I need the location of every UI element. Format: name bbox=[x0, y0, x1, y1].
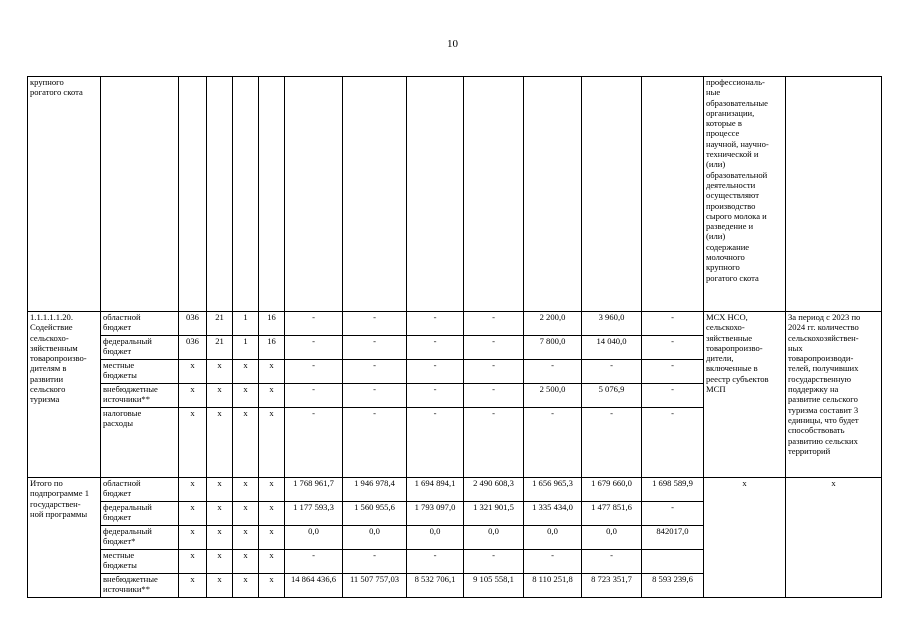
value-cell: 0,0 bbox=[407, 526, 464, 550]
code-cell: х bbox=[179, 478, 207, 502]
value-cell: - bbox=[343, 408, 407, 478]
value-cell: - bbox=[285, 360, 343, 384]
code-cell: х bbox=[179, 384, 207, 408]
executor-cell: профессиональ- ные образовательные организации, которые в процессе научной, научно- технической и (или) образовательной деятельности осуществляют производство сырого молока и разведение и (или) содержание молочного крупного рогатого скота bbox=[704, 77, 786, 312]
empty-cell bbox=[464, 77, 524, 312]
value-cell: 1 177 593,3 bbox=[285, 502, 343, 526]
value-cell: - bbox=[285, 336, 343, 360]
value-cell: - bbox=[343, 384, 407, 408]
measure-name-cell: крупного рогатого скота bbox=[28, 77, 101, 312]
code-cell: х bbox=[207, 574, 233, 598]
empty-cell bbox=[259, 77, 285, 312]
value-cell: 14 864 436,6 bbox=[285, 574, 343, 598]
value-cell: 3 960,0 bbox=[582, 312, 642, 336]
value-cell: - bbox=[407, 550, 464, 574]
funding-source-cell: областной бюджет bbox=[101, 478, 179, 502]
value-cell: - bbox=[642, 336, 704, 360]
code-cell: х bbox=[233, 408, 259, 478]
value-cell: 0,0 bbox=[582, 526, 642, 550]
value-cell: 1 694 894,1 bbox=[407, 478, 464, 502]
funding-source-cell: федеральный бюджет bbox=[101, 336, 179, 360]
empty-cell bbox=[524, 77, 582, 312]
value-cell: - bbox=[343, 336, 407, 360]
value-cell bbox=[642, 550, 704, 574]
value-cell: 0,0 bbox=[343, 526, 407, 550]
empty-cell bbox=[285, 77, 343, 312]
value-cell: - bbox=[524, 408, 582, 478]
value-cell: - bbox=[407, 384, 464, 408]
subprogram-table bbox=[27, 76, 882, 598]
value-cell: - bbox=[642, 384, 704, 408]
value-cell: - bbox=[582, 408, 642, 478]
funding-source-cell: внебюджетные источники** bbox=[101, 384, 179, 408]
value-cell: 1 335 434,0 bbox=[524, 502, 582, 526]
measure-result-cell: За период с 2023 по 2024 гг. количество сельскохозяйствен- ных товаропроизводи- телей, получивших государственную поддержку на развитие сельского туризма составит 3 единицы, что будет способствовать развитию сельских территорий bbox=[786, 312, 882, 478]
value-cell: - bbox=[642, 408, 704, 478]
value-cell: 1 679 660,0 bbox=[582, 478, 642, 502]
total-row bbox=[28, 478, 882, 502]
measure-row bbox=[28, 312, 882, 336]
value-cell: 1 698 589,9 bbox=[642, 478, 704, 502]
code-cell: х bbox=[233, 550, 259, 574]
value-cell: - bbox=[464, 312, 524, 336]
code-cell: х bbox=[179, 574, 207, 598]
total-name-cell: Итого по подпрограмме 1 государствен- ной программы bbox=[28, 478, 101, 598]
value-cell: 1 477 851,6 bbox=[582, 502, 642, 526]
code-cell: 1 bbox=[233, 336, 259, 360]
empty-cell bbox=[582, 77, 642, 312]
funding-source-cell: федеральный бюджет bbox=[101, 502, 179, 526]
code-cell: х bbox=[207, 478, 233, 502]
code-cell: 21 bbox=[207, 312, 233, 336]
table-row-continuation bbox=[28, 77, 882, 312]
value-cell: - bbox=[285, 312, 343, 336]
code-cell: х bbox=[207, 502, 233, 526]
value-cell: - bbox=[285, 384, 343, 408]
code-cell: х bbox=[233, 526, 259, 550]
code-cell: х bbox=[207, 360, 233, 384]
code-cell: х bbox=[259, 550, 285, 574]
code-cell: х bbox=[259, 384, 285, 408]
value-cell: 0,0 bbox=[285, 526, 343, 550]
code-cell: х bbox=[179, 408, 207, 478]
funding-source-cell: внебюджетные источники** bbox=[101, 574, 179, 598]
code-cell: 16 bbox=[259, 336, 285, 360]
result-cell bbox=[786, 77, 882, 312]
value-cell: - bbox=[464, 360, 524, 384]
funding-source-cell: областной бюджет bbox=[101, 312, 179, 336]
value-cell: 11 507 757,03 bbox=[343, 574, 407, 598]
value-cell: - bbox=[464, 408, 524, 478]
empty-cell bbox=[179, 77, 207, 312]
code-cell: х bbox=[233, 502, 259, 526]
value-cell: - bbox=[582, 360, 642, 384]
value-cell: 5 076,9 bbox=[582, 384, 642, 408]
value-cell: 7 800,0 bbox=[524, 336, 582, 360]
empty-cell bbox=[407, 77, 464, 312]
value-cell: 2 500,0 bbox=[524, 384, 582, 408]
code-cell: х bbox=[259, 502, 285, 526]
code-cell: х bbox=[207, 526, 233, 550]
code-cell: 036 bbox=[179, 336, 207, 360]
value-cell: 14 040,0 bbox=[582, 336, 642, 360]
code-cell: х bbox=[233, 384, 259, 408]
value-cell: - bbox=[407, 312, 464, 336]
code-cell: х bbox=[233, 574, 259, 598]
code-cell: х bbox=[259, 360, 285, 384]
measure-name-cell: 1.1.1.1.1.20. Содействие сельскохо- зяйственным товаропроизво- дителям в развитии сельского туризма bbox=[28, 312, 101, 478]
value-cell: - bbox=[582, 550, 642, 574]
value-cell: 0,0 bbox=[464, 526, 524, 550]
code-cell: 036 bbox=[179, 312, 207, 336]
value-cell: 0,0 bbox=[524, 526, 582, 550]
funding-source-cell: местные бюджеты bbox=[101, 360, 179, 384]
value-cell: - bbox=[343, 360, 407, 384]
value-cell: - bbox=[464, 336, 524, 360]
code-cell: х bbox=[179, 502, 207, 526]
value-cell: - bbox=[343, 550, 407, 574]
value-cell: 842017,0 bbox=[642, 526, 704, 550]
value-cell: - bbox=[464, 550, 524, 574]
code-cell: х bbox=[179, 550, 207, 574]
total-executor-cell: х bbox=[704, 478, 786, 598]
code-cell: х bbox=[179, 360, 207, 384]
value-cell: - bbox=[407, 360, 464, 384]
value-cell: 8 532 706,1 bbox=[407, 574, 464, 598]
code-cell: х bbox=[207, 550, 233, 574]
value-cell: 2 490 608,3 bbox=[464, 478, 524, 502]
code-cell: х bbox=[259, 574, 285, 598]
value-cell: 1 946 978,4 bbox=[343, 478, 407, 502]
value-cell: 8 723 351,7 bbox=[582, 574, 642, 598]
empty-cell bbox=[343, 77, 407, 312]
value-cell: 8 110 251,8 bbox=[524, 574, 582, 598]
page-number: 10 bbox=[447, 38, 458, 50]
value-cell: - bbox=[407, 408, 464, 478]
code-cell: х bbox=[233, 360, 259, 384]
value-cell: 2 200,0 bbox=[524, 312, 582, 336]
funding-source-cell: федеральный бюджет* bbox=[101, 526, 179, 550]
code-cell: х bbox=[259, 478, 285, 502]
value-cell: 1 321 901,5 bbox=[464, 502, 524, 526]
code-cell: х bbox=[259, 408, 285, 478]
funding-source-cell: местные бюджеты bbox=[101, 550, 179, 574]
empty-cell bbox=[642, 77, 704, 312]
value-cell: - bbox=[407, 336, 464, 360]
value-cell: 8 593 239,6 bbox=[642, 574, 704, 598]
value-cell: - bbox=[642, 360, 704, 384]
code-cell: х bbox=[233, 478, 259, 502]
value-cell: - bbox=[285, 550, 343, 574]
empty-cell bbox=[233, 77, 259, 312]
value-cell: 1 560 955,6 bbox=[343, 502, 407, 526]
value-cell: - bbox=[642, 502, 704, 526]
funding-source-cell: налоговые расходы bbox=[101, 408, 179, 478]
value-cell: - bbox=[642, 312, 704, 336]
total-result-cell: х bbox=[786, 478, 882, 598]
empty-cell bbox=[101, 77, 179, 312]
code-cell: 1 bbox=[233, 312, 259, 336]
code-cell: х bbox=[259, 526, 285, 550]
empty-cell bbox=[207, 77, 233, 312]
value-cell: - bbox=[464, 384, 524, 408]
code-cell: х bbox=[207, 384, 233, 408]
code-cell: х bbox=[179, 526, 207, 550]
measure-executor-cell: МСХ НСО, сельскохо- зяйственные товаропроизво- дители, включенные в реестр субъектов МСП bbox=[704, 312, 786, 478]
value-cell: - bbox=[524, 550, 582, 574]
code-cell: х bbox=[207, 408, 233, 478]
value-cell: 1 656 965,3 bbox=[524, 478, 582, 502]
value-cell: 1 793 097,0 bbox=[407, 502, 464, 526]
value-cell: 9 105 558,1 bbox=[464, 574, 524, 598]
code-cell: 21 bbox=[207, 336, 233, 360]
value-cell: 1 768 961,7 bbox=[285, 478, 343, 502]
value-cell: - bbox=[524, 360, 582, 384]
value-cell: - bbox=[285, 408, 343, 478]
value-cell: - bbox=[343, 312, 407, 336]
code-cell: 16 bbox=[259, 312, 285, 336]
